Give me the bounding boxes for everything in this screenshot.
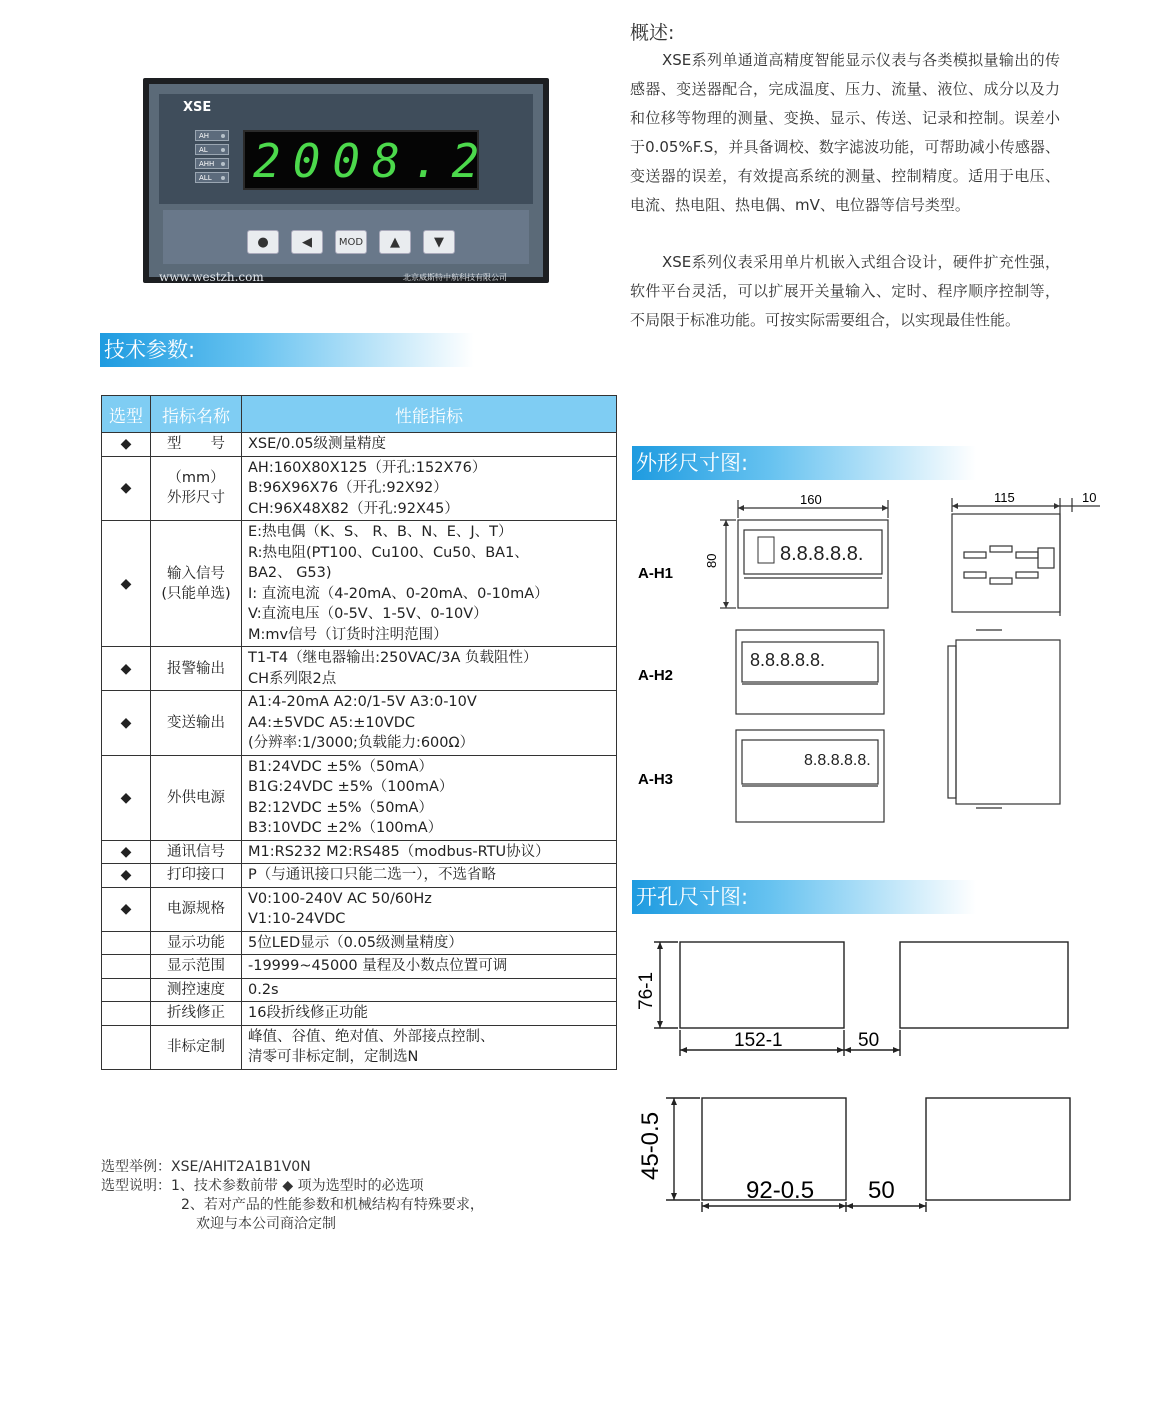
table-row xyxy=(102,521,617,647)
table-row xyxy=(102,840,617,864)
left-button[interactable]: ◀ xyxy=(291,230,323,254)
device-brand: XSE xyxy=(183,100,212,115)
set-button[interactable]: ● xyxy=(247,230,279,254)
row-mark: ◆ xyxy=(102,864,151,888)
section-outline: 外形尺寸图: xyxy=(632,446,976,480)
cutout-gap-2: 50 xyxy=(868,1177,895,1204)
row-name: 通讯信号 xyxy=(151,840,242,864)
dim-extra: 10 xyxy=(1082,490,1097,505)
table-row xyxy=(102,931,617,955)
row-mark: ◆ xyxy=(102,647,151,691)
section-tech-params: 技术参数: xyxy=(100,333,474,367)
row-value: XSE/0.05级测量精度 xyxy=(242,433,617,457)
led-all: ALL xyxy=(195,172,229,183)
table-row xyxy=(102,955,617,979)
table-row xyxy=(102,647,617,691)
header-value: 性能指标 xyxy=(242,396,617,433)
row-value: 5位LED显示（0.05级测量精度） xyxy=(242,931,617,955)
row-name: 型 号 xyxy=(151,433,242,457)
row-value: P（与通讯接口只能二选一），不选省略 xyxy=(242,864,617,888)
up-button[interactable]: ▲ xyxy=(379,230,411,254)
ah3-front xyxy=(736,730,884,822)
row-name: 外供电源 xyxy=(151,755,242,840)
mod-button[interactable]: MOD xyxy=(335,230,367,254)
row-name: 输入信号 (只能单选) xyxy=(151,521,242,647)
row-name: 显示功能 xyxy=(151,931,242,955)
side-view-2 xyxy=(956,640,1060,804)
row-mark: ◆ xyxy=(102,433,151,457)
dim-width: 160 xyxy=(800,492,822,507)
note-line-3: 欢迎与本公司商洽定制 xyxy=(196,1216,336,1232)
row-name: 报警输出 xyxy=(151,647,242,691)
row-value: 0.2s xyxy=(242,978,617,1002)
table-row xyxy=(102,887,617,931)
row-mark: ◆ xyxy=(102,887,151,931)
row-mark: ◆ xyxy=(102,755,151,840)
device-company: 北京威斯特中航科技有限公司 xyxy=(403,273,507,282)
overview-paragraph-1: XSE系列单通道高精度智能显示仪表与各类模拟量输出的传感器、变送器配合，完成温度、压力、流量、液位、成分以及力和位移等物理的测量、变换、显示、传送、记录和控制。误差小于0.05%F.S，并具备调校、数字滤波功能，可帮助减小传感器、变送器的误差，有效提高系统的测量、控制精度。适用于电压、电流、热电阻、热电偶、mV、电位器等信号类型。 xyxy=(630,51,1060,214)
row-mark xyxy=(102,1025,151,1069)
cutout-gap-1: 50 xyxy=(858,1030,880,1051)
row-value: T1-T4（继电器输出:250VAC/3A 负载阻性） CH系列限2点 xyxy=(242,647,617,691)
selection-notes xyxy=(101,1158,484,1234)
cutout-width-1: 152-1 xyxy=(734,1030,783,1051)
table-row xyxy=(102,691,617,756)
table-row xyxy=(102,1025,617,1069)
table-row xyxy=(102,978,617,1002)
row-mark: ◆ xyxy=(102,691,151,756)
header-name: 指标名称 xyxy=(151,396,242,433)
note-example: 选型举例：XSE/AHIT2A1B1V0N xyxy=(101,1159,311,1175)
cutout-height-2: 45-0.5 xyxy=(637,1111,664,1180)
led-ahh: AHH xyxy=(195,158,229,169)
row-name: 测控速度 xyxy=(151,978,242,1002)
label-ah3: A-H3 xyxy=(638,771,674,788)
row-mark xyxy=(102,931,151,955)
row-mark xyxy=(102,978,151,1002)
row-name: 非标定制 xyxy=(151,1025,242,1069)
display-value: 2008.2 xyxy=(253,134,492,188)
overview-title: 概述: xyxy=(630,22,675,44)
row-name: 变送输出 xyxy=(151,691,242,756)
cutout-height-1: 76-1 xyxy=(636,971,657,1010)
row-value: V0:100-240V AC 50/60Hz V1:10-24VDC xyxy=(242,887,617,931)
spec-table xyxy=(101,395,617,1070)
row-name: 电源规格 xyxy=(151,887,242,931)
ah3-mini-display: 8.8.8.8.8. xyxy=(804,752,871,769)
row-mark: ◆ xyxy=(102,521,151,647)
row-value: -19999~45000 量程及小数点位置可调 xyxy=(242,955,617,979)
section-cutout: 开孔尺寸图: xyxy=(632,880,976,914)
row-name: 折线修正 xyxy=(151,1002,242,1026)
row-mark: ◆ xyxy=(102,456,151,521)
row-value: E:热电偶（K、S、 R、B、N、E、J、T） R:热电阻(PT100、Cu100、Cu50、BA1、 BA2、 G53) I: 直流电流（4-20mA、0-20mA、0-10mA） V:直流电压（0-5V、1-5V、0-10V） M:mv信号（订货时注明范围） xyxy=(242,521,617,647)
device-url: www.westzh.com xyxy=(159,270,264,284)
label-ah1: A-H1 xyxy=(638,565,674,582)
row-value: B1:24VDC ±5%（50mA） B1G:24VDC ±5%（100mA） B2:12VDC ±5%（50mA） B3:10VDC ±2%（100mA） xyxy=(242,755,617,840)
note-line-1: 选型说明：1、技术参数前带 ◆ 项为选型时的必选项 xyxy=(101,1178,424,1194)
outline-drawing xyxy=(630,490,1130,830)
led-display xyxy=(243,130,492,190)
cutout-drawing xyxy=(630,930,1120,1220)
table-header-row xyxy=(102,396,617,433)
row-name: 打印接口 xyxy=(151,864,242,888)
device-photo xyxy=(143,78,549,283)
table-row xyxy=(102,755,617,840)
row-mark xyxy=(102,1002,151,1026)
table-row xyxy=(102,864,617,888)
label-ah2: A-H2 xyxy=(638,667,674,684)
led-al: AL xyxy=(195,144,229,155)
row-value: M1:RS232 M2:RS485（modbus-RTU协议） xyxy=(242,840,617,864)
note-line-2: 2、若对产品的性能参数和机械结构有特殊要求， xyxy=(181,1197,484,1213)
ah1-mini-display: 8.8.8.8.8. xyxy=(780,543,864,565)
side-view xyxy=(952,514,1060,612)
led-ah: AH xyxy=(195,130,229,141)
table-row xyxy=(102,433,617,457)
row-value: A1:4-20mA A2:0/1-5V A3:0-10V A4:±5VDC A5:±10VDC (分辨率:1/3000;负载能力:600Ω） xyxy=(242,691,617,756)
dim-height: 80 xyxy=(704,553,719,568)
row-value: 16段折线修正功能 xyxy=(242,1002,617,1026)
table-row xyxy=(102,1002,617,1026)
row-name: （mm） 外形尺寸 xyxy=(151,456,242,521)
row-mark: ◆ xyxy=(102,840,151,864)
ah2-mini-display: 8.8.8.8.8. xyxy=(750,650,826,670)
table-row xyxy=(102,456,617,521)
down-button[interactable]: ▼ xyxy=(423,230,455,254)
header-select: 选型 xyxy=(102,396,151,433)
overview-paragraph-2: XSE系列仪表采用单片机嵌入式组合设计，硬件扩充性强，软件平台灵活，可以扩展开关量输入、定时、程序顺序控制等，不局限于标准功能。可按实际需要组合，以实现最佳性能。 xyxy=(630,253,1060,329)
row-name: 显示范围 xyxy=(151,955,242,979)
cutout-width-2: 92-0.5 xyxy=(746,1177,815,1204)
dim-depth: 115 xyxy=(994,490,1015,505)
device-front-panel xyxy=(149,84,543,284)
cutout-ah-next xyxy=(900,942,1068,1028)
cutout-b-next xyxy=(926,1098,1070,1200)
row-value: 峰值、谷值、绝对值、外部接点控制、 清零可非标定制，定制选N xyxy=(242,1025,617,1069)
device-display-area xyxy=(159,94,533,204)
row-mark xyxy=(102,955,151,979)
cutout-ah xyxy=(680,942,844,1028)
row-value: AH:160X80X125（开孔:152X76） B:96X96X76（开孔:92X92） CH:96X48X82（开孔:92X45） xyxy=(242,456,617,521)
